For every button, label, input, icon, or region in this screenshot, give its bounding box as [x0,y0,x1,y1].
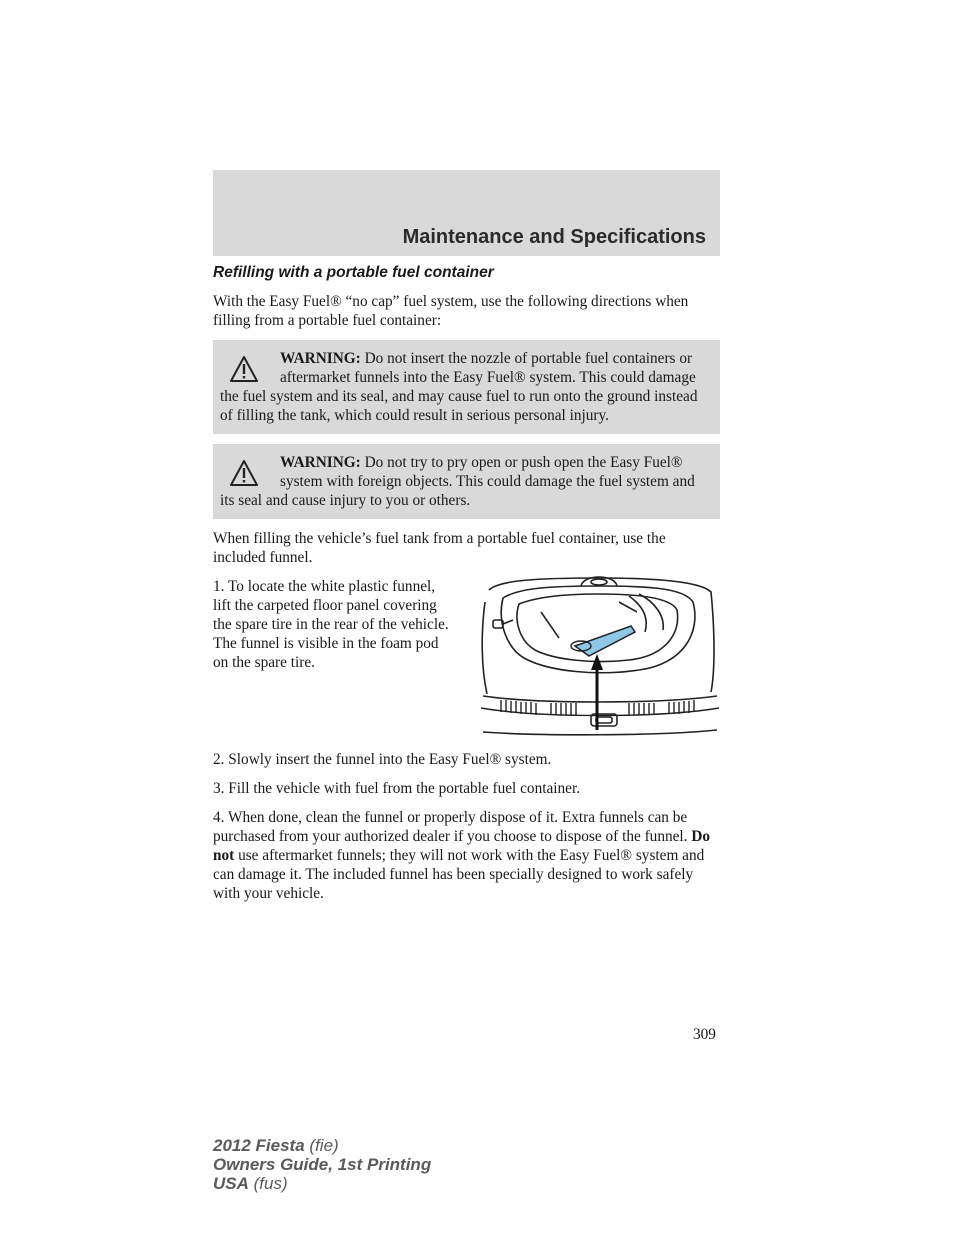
warning-box-pry [213,444,720,519]
section-header-band [213,170,720,256]
footer-market: USA [213,1174,249,1193]
funnel-paragraph: When filling the vehicle’s fuel tank from a portable fuel container, use the included funnel. [213,530,666,566]
warning-text: Do not try to pry open or push open the Easy Fuel® system with foreign objects. This could damage the fuel system and its seal and cause injury to you or others. [220,454,695,509]
intro-paragraph: With the Easy Fuel® “no cap” fuel system, use the following directions when filling from a portable fuel container: [213,293,689,329]
step-3: 3. Fill the vehicle with fuel from the portable fuel container. [213,780,581,797]
step-1-row [213,577,720,742]
footer-line-market [213,1174,431,1193]
page-number: 309 [693,1026,716,1043]
footer-line-model [213,1136,431,1155]
warning-label: WARNING: [280,454,361,471]
footer-market-code: (fus) [248,1174,288,1193]
step-4-emphasis: Do not [213,828,711,864]
spare-tire-funnel-illustration [479,572,720,737]
step-2: 2. Slowly insert the funnel into the Easy Fuel® system. [213,751,552,768]
warning-box-nozzle [213,340,720,434]
footer-model: 2012 Fiesta [213,1136,305,1155]
subheading: Refilling with a portable fuel container [213,264,494,281]
warning-triangle-icon [229,355,259,383]
warning-text: Do not insert the nozzle of portable fuel containers or aftermarket funnels into the Easy Fuel® system. This could damage the fuel system and its seal, and may cause fuel to run onto the ground instead of filling the tank, which could result in serious personal injury. [220,350,698,424]
step-4-text-b: use aftermarket funnels; they will not work with the Easy Fuel® system and can damage it. The included funnel has been specially designed to work safely with your vehicle. [213,847,705,902]
step-1: 1. To locate the white plastic funnel, lift the carpeted floor panel covering the spare tire in the rear of the vehicle. The funnel is visible in the foam pod on the spare tire. [213,578,449,671]
footer-model-code: (fie) [304,1136,339,1155]
warning-label: WARNING: [280,350,361,367]
section-title: Maintenance and Specifications [402,226,706,248]
page-content [213,263,720,913]
step-4-text-a: 4. When done, clean the funnel or properly dispose of it. Extra funnels can be purchased from your authorized dealer if you choose to dispose of the funnel. [213,809,692,845]
document-footer [213,1136,431,1193]
warning-triangle-icon [229,459,259,487]
footer-edition: Owners Guide, 1st Printing [213,1155,432,1174]
step-4 [213,808,720,903]
